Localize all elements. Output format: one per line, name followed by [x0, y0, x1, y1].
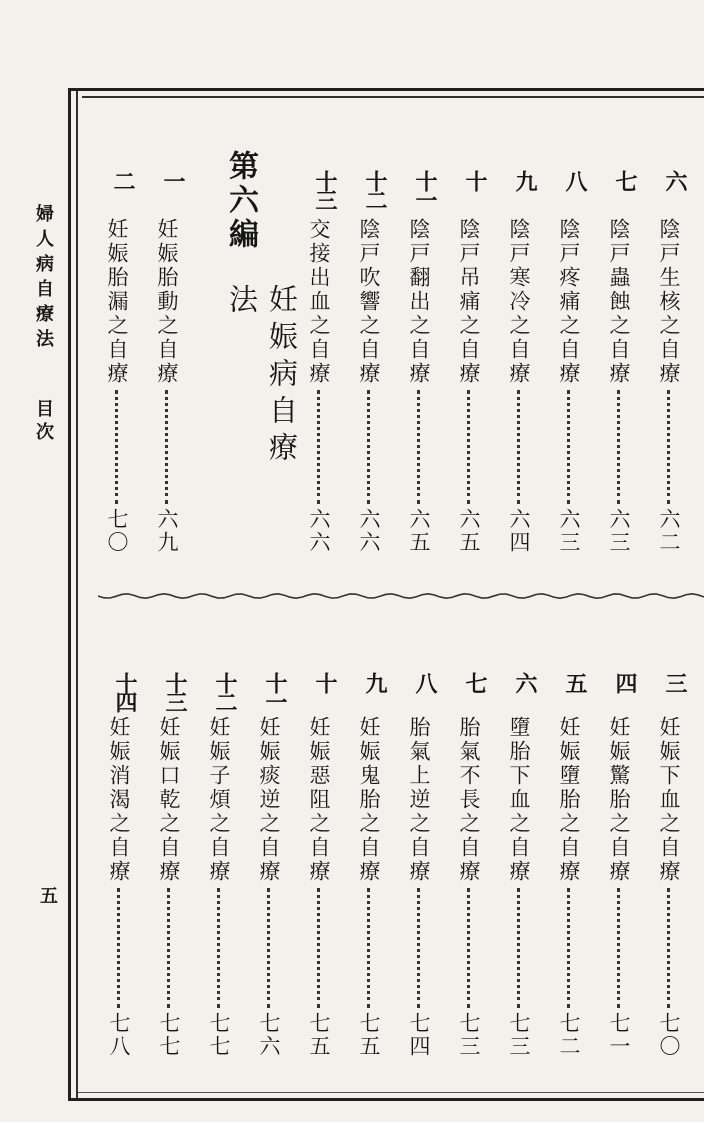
dot-leader [267, 888, 274, 1008]
entry-page: 七五 [307, 1012, 331, 1058]
dot-leader [667, 888, 674, 1008]
entry-number: 十 [462, 170, 488, 189]
entry-title: 妊娠口乾之自療 [157, 716, 181, 884]
entry-number: 十一 [412, 170, 438, 208]
entry-page: 六六 [357, 508, 381, 554]
entry-number: 二 [110, 170, 136, 189]
entry-title: 妊娠胎動之自療 [155, 218, 179, 386]
dot-leader [167, 888, 174, 1008]
entry-title: 妊娠消渴之自療 [107, 716, 131, 884]
entry-number: 七 [612, 170, 638, 189]
entry-number: 十三 [312, 170, 338, 208]
entry-number: 八 [412, 672, 438, 691]
entry-page: 六三 [607, 508, 631, 554]
toc-entry [102, 672, 136, 1092]
entry-number: 九 [512, 170, 538, 189]
entry-page: 七三 [507, 1012, 531, 1058]
toc-entry [352, 672, 386, 1092]
entry-page: 七六 [257, 1012, 281, 1058]
entry-page: 七三 [457, 1012, 481, 1058]
entry-title: 陰戸寒冷之自療 [507, 218, 531, 386]
entry-number: 五 [562, 672, 588, 691]
entry-number: 六 [512, 672, 538, 691]
entry-title: 陰戸蟲蝕之自療 [607, 218, 631, 386]
entry-number: 三 [662, 672, 688, 691]
dot-leader [517, 888, 524, 1008]
entry-page: 六三 [557, 508, 581, 554]
entry-number: 十 [312, 672, 338, 691]
entry-title: 陰戸疼痛之自療 [557, 218, 581, 386]
entry-page: 六五 [457, 508, 481, 554]
chapter-title: 妊娠病自療法 [225, 284, 299, 469]
entry-title: 墮胎下血之自療 [507, 716, 531, 884]
entry-title: 妊娠墮胎之自療 [557, 716, 581, 884]
toc-entry [552, 672, 586, 1092]
entry-page: 七〇 [657, 1012, 681, 1058]
entry-title: 陰戸生核之自療 [657, 218, 681, 386]
entry-title: 陰戸吹響之自療 [357, 218, 381, 386]
entry-number: 六 [662, 170, 688, 189]
entry-title: 陰戸吊痛之自療 [457, 218, 481, 386]
entry-number: 四 [612, 672, 638, 691]
entry-page: 七四 [407, 1012, 431, 1058]
section-label: 目次 [33, 399, 54, 445]
entry-number: 七 [462, 672, 488, 691]
dot-leader [117, 888, 124, 1008]
book-title: 婦人病自療法 [33, 204, 54, 354]
entry-title: 妊娠子煩之自療 [207, 716, 231, 884]
entry-page: 七〇 [105, 508, 129, 554]
entry-page: 七七 [207, 1012, 231, 1058]
entry-number: 十三 [162, 672, 188, 710]
entry-title: 妊娠胎漏之自療 [105, 218, 129, 386]
dot-leader [417, 888, 424, 1008]
entry-page: 七二 [557, 1012, 581, 1058]
entry-title: 胎氣上逆之自療 [407, 716, 431, 884]
toc-entry [252, 672, 286, 1092]
entry-page: 六四 [507, 508, 531, 554]
entry-number: 九 [362, 672, 388, 691]
entry-title: 妊娠鬼胎之自療 [357, 716, 381, 884]
entry-number: 十一 [262, 672, 288, 710]
entry-page: 六六 [307, 508, 331, 554]
entry-page: 六九 [155, 508, 179, 554]
entry-number: 八 [562, 170, 588, 189]
entry-title: 胎氣不長之自療 [457, 716, 481, 884]
dot-leader [567, 888, 574, 1008]
toc-entry [452, 672, 486, 1092]
toc-entry [402, 672, 436, 1092]
toc-entry [652, 672, 686, 1092]
entry-page: 七七 [157, 1012, 181, 1058]
toc-entry [152, 672, 186, 1092]
entry-title: 妊娠下血之自療 [657, 716, 681, 884]
dot-leader [217, 888, 224, 1008]
entry-page: 七八 [107, 1012, 131, 1058]
toc-entry [202, 672, 236, 1092]
entry-number: 十二 [362, 170, 388, 208]
dot-leader [617, 888, 624, 1008]
toc-entry [602, 672, 636, 1092]
entry-title: 陰戸翻出之自療 [407, 218, 431, 386]
chapter-number: 第六編 [223, 150, 258, 252]
dot-leader [467, 888, 474, 1008]
entry-page: 六五 [407, 508, 431, 554]
dot-leader [367, 888, 374, 1008]
page-number: 五 [40, 886, 58, 907]
entry-page: 七五 [357, 1012, 381, 1058]
entry-number: 十二 [212, 672, 238, 710]
entry-page: 七一 [607, 1012, 631, 1058]
entry-page: 六二 [657, 508, 681, 554]
entry-title: 交接出血之自療 [307, 218, 331, 386]
entry-number: 一 [160, 170, 186, 189]
dot-leader [317, 888, 324, 1008]
entry-title: 妊娠痰逆之自療 [257, 716, 281, 884]
entry-title: 妊娠驚胎之自療 [607, 716, 631, 884]
toc-entry [502, 672, 536, 1092]
entry-number: 十四 [112, 672, 138, 710]
toc-entry [302, 672, 336, 1092]
entry-title: 妊娠惡阻之自療 [307, 716, 331, 884]
